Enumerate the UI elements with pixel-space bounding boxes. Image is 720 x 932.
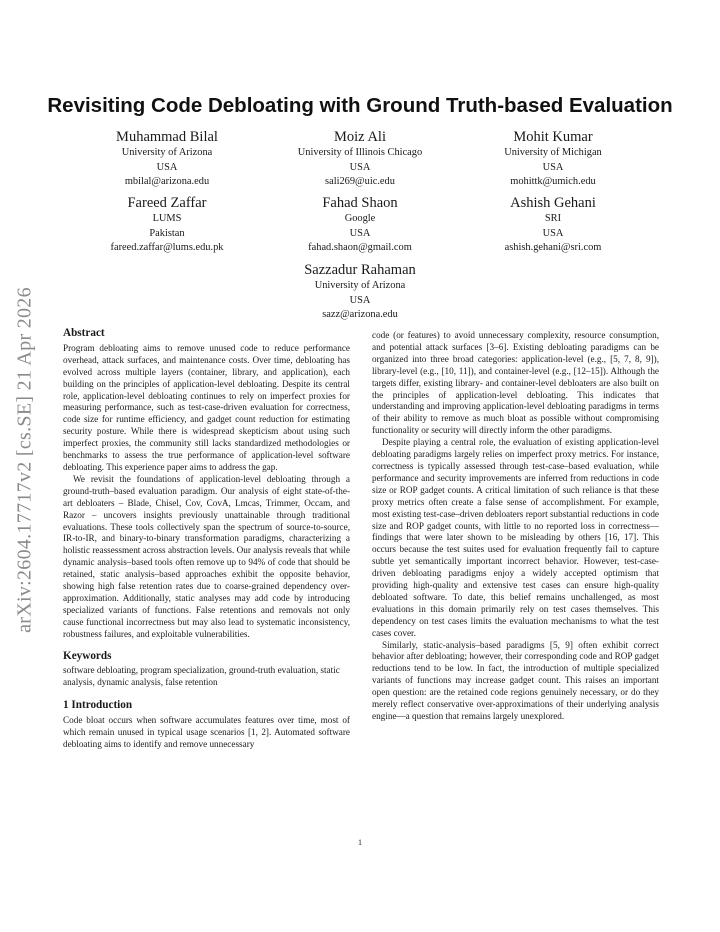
introduction-heading: 1 Introduction <box>63 699 133 712</box>
arxiv-sidebar <box>8 250 42 670</box>
left-column <box>63 328 350 751</box>
abstract-paragraph: We revisit the foundations of application-level debloating through a ground-truth–based evaluation paradigm. Our analysis of eight state-of-the-art debloaters – Blade, Chisel, Cov, CovA, Lmcas, Trimmer, Occam, and Razor – uncovers insights previously unattainable through traditional evaluations. These tools collectively span the spectrum of source-to-source, IR-to-IR, and binary-to-binary transformation paradigms, characterizing a holistic reassessment across abstraction levels. Our analysis reveals that while dynamic analysis–based tools often remove up to 94% of code that should be retained, static analysis–based approaches exhibit the opposite behavior, showing high false retention rates due to coarse-grained dependency over-approximation. Additionally, static analyses may add code by introducing specialized variants of functions. False retentions and removals not only cause functional incorrectness but may also lead to systematic inconsistency, robustness failures, and exploitable vulnerabilities. <box>63 473 350 639</box>
arxiv-identifier: arXiv:2604.17717v2 [cs.SE] 21 Apr 2026 <box>13 287 36 633</box>
author-affiliation: University of Arizona <box>314 280 406 291</box>
author-email: sazz@arizona.edu <box>322 309 398 320</box>
keywords-text: software debloating, program specialization, ground-truth evaluation, static analysis, dynamic analysis, false retention <box>63 665 340 688</box>
author-name: Ashish Gehani <box>510 195 596 211</box>
author-affiliation: Google <box>344 213 376 224</box>
author-block <box>453 129 653 190</box>
author-country: USA <box>542 227 564 239</box>
author-email: ashish.gehani@sri.com <box>504 242 602 253</box>
introduction-paragraph: Despite playing a central role, the evaluation of existing application-level debloating paradigms largely relies on imperfect proxy metrics. For instance, correctness is typically assessed through test-case–based evaluation, while performance and security improvements are inferred from reductions in code size or ROP gadget counts. A critical limitation of such reliance is that these proxy metrics often create a false sense of accomplishment. For example, most existing test-case–driven debloaters report substantial reductions in code size and ROP gadget counts, with little to no reported loss in correctness—findings that were later shown to be misleading by others [16, 17]. This occurs because the test suites used for evaluation frequently fail to capture subtle yet semantically important incorrect behavior. However, test-case-driven debloating paradigms enjoy a widely accepted optimism that providing high-quality and extensive test cases can ensure high-quality debloated software. To date, this belief remains unchallenged, as most evaluations in this domain primarily rely on test cases themselves. This dependency on test cases limits the evaluation mechanisms to what the test cases cover. <box>372 437 659 638</box>
author-affiliation: University of Michigan <box>504 147 602 158</box>
author-country: USA <box>349 161 371 173</box>
author-name: Mohit Kumar <box>513 129 593 145</box>
author-affiliation: LUMS <box>152 213 182 224</box>
author-name: Moiz Ali <box>334 129 386 145</box>
author-block <box>67 129 267 190</box>
author-affiliation: University of Illinois Chicago <box>297 147 423 158</box>
page-number: 1 <box>358 838 362 847</box>
introduction-paragraph: Code bloat occurs when software accumulates features over time, most of which remain unused in typical usage scenarios [1, 2]. Automated software debloating aims to identify and remove unnecessary <box>63 715 350 749</box>
author-email: mohittk@umich.edu <box>510 176 596 187</box>
author-name: Sazzadur Rahaman <box>304 262 416 278</box>
right-column <box>372 330 659 723</box>
author-country: USA <box>156 161 178 173</box>
introduction-paragraph: Similarly, static-analysis–based paradigms [5, 9] often exhibit correct behavior after debloating; however, their corresponding code and ROP gadget reductions tend to be low. In fact, the introduction of multiple specialized variants of functions may increase gadget count. This raises an important open question: are the retained code regions genuinely necessary, or do they merely reflect conservative over-approximations of their underlying analysis engine—a question that remains largely unexplored. <box>372 639 659 721</box>
author-name: Muhammad Bilal <box>116 129 218 145</box>
author-block <box>260 129 460 190</box>
author-email: fareed.zaffar@lums.edu.pk <box>110 242 224 253</box>
author-country: Pakistan <box>149 227 185 239</box>
paper-title: Revisiting Code Debloating with Ground Truth-based Evaluation <box>47 94 673 117</box>
author-email: mbilal@arizona.edu <box>124 176 210 187</box>
author-country: USA <box>349 227 371 239</box>
keywords-heading: Keywords <box>63 649 112 662</box>
author-block <box>260 262 460 323</box>
author-block <box>67 195 267 256</box>
author-email: sali269@uic.edu <box>325 176 395 187</box>
author-country: USA <box>349 294 371 306</box>
author-email: fahad.shaon@gmail.com <box>308 242 412 253</box>
abstract-heading: Abstract <box>63 327 105 339</box>
author-affiliation: SRI <box>544 213 562 224</box>
introduction-paragraph: code (or features) to avoid unnecessary complexity, resource consumption, and potential attack surfaces [3–6]. Existing debloating paradigms can be organized into three broad categories: application-level (e.g., [5, 7, 8, 9]), library-level (e.g., [10, 11]), and container-level (e.g., [12–15]). Although the targets differ, existing library- and container-level debloaters are also built on the principles of application-level debloating. This indicates that understanding and improving application-level debloating paradigms in terms of their ability to remove as much bloat as possible without compromising functionality or security will directly inform the other paradigms. <box>372 330 659 436</box>
author-name: Fareed Zaffar <box>127 195 207 211</box>
author-affiliation: University of Arizona <box>121 147 213 158</box>
author-name: Fahad Shaon <box>322 195 398 211</box>
author-country: USA <box>542 161 564 173</box>
abstract-paragraph: Program debloating aims to remove unused code to reduce performance overhead, attack surfaces, and maintenance costs. Over time, debloating has evolved across multiple layers (container, library, and application), each building on the principles of application-level debloating. Despite its central role, application-level debloating continues to rely on imperfect proxies for measuring performance, such as test-case-driven evaluation for correctness, code size for runtime efficiency, and gadget count reduction for estimating security posture. While there is widespread skepticism about using such imperfect proxies, the community still lacks standardized methodologies or benchmarks to assess the true performance of application-level software debloating. This experience paper aims to address the gap. <box>63 342 350 472</box>
author-block <box>453 195 653 256</box>
author-block <box>260 195 460 256</box>
